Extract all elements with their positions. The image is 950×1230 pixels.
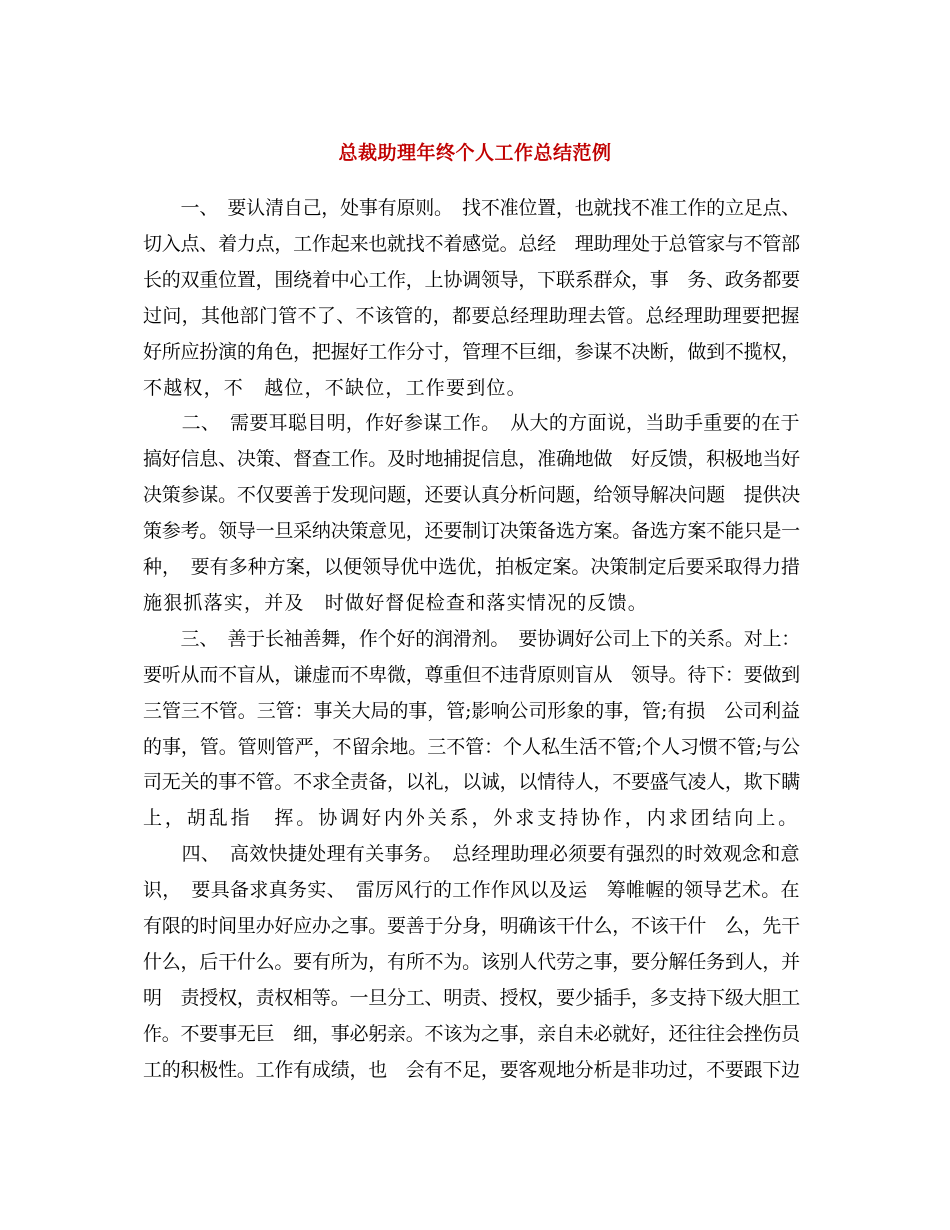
- body-line: 有限的时间里办好应办之事。要善于分身，明确该干什么，不该干什 么，先干: [143, 915, 800, 937]
- body-line: 作。不要事无巨 细，事必躬亲。不该为之事，亲自未必就好，还往往会挫伤员: [143, 1022, 800, 1045]
- body-line: 要听从而不盲从，谦虚而不卑微，尊重但不违背原则盲从 领导。待下：要做到: [143, 663, 800, 686]
- body-line: 二、 需要耳聪目明，作好参谋工作。 从大的方面说，当助手重要的在于: [143, 412, 800, 435]
- body-line: 长的双重位置，围绕着中心工作，上协调领导，下联系群众，事 务、政务都要: [143, 268, 800, 291]
- body-line: 过问，其他部门管不了、不该管的，都要总经理助理去管。总经理助理要把握: [143, 304, 800, 327]
- body-line: 策参考。领导一旦采纳决策意见，还要制订决策备选方案。备选方案不能只是一: [143, 520, 800, 543]
- body-line: 不越权，不 越位，不缺位，工作要到位。: [143, 376, 527, 399]
- body-line: 工的积极性。工作有成绩，也 会有不足，要客观地分析是非功过，不要跟下边: [143, 1058, 800, 1081]
- body-line: 好所应扮演的角色，把握好工作分寸，管理不巨细，参谋不决断，做到不揽权，: [143, 340, 800, 363]
- body-line: 三、 善于长袖善舞，作个好的润滑剂。 要协调好公司上下的关系。对上：: [143, 627, 801, 650]
- body-line: 施狠抓落实，并及 时做好督促检查和落实情况的反馈。: [143, 591, 649, 614]
- body-line: 上，胡乱指 挥。协调好内外关系，外求支持协作，内求团结向上。: [143, 807, 801, 830]
- body-line: 司无关的事不管。不求全责备，以礼，以诚，以情待人，不要盛气凌人，欺下瞒: [143, 771, 800, 794]
- body-line: 四、 高效快捷处理有关事务。 总经理助理必须要有强烈的时效观念和意: [143, 843, 800, 866]
- body-line: 三管三不管。三管：事关大局的事，管;影响公司形象的事，管;有损 公司利益: [143, 699, 801, 722]
- body-line: 什么，后干什么。要有所为，有所不为。该别人代劳之事，要分解任务到人，并: [143, 950, 800, 973]
- body-line: 切入点、着力点，工作起来也就找不着感觉。总经 理助理处于总管家与不管部: [143, 232, 800, 255]
- body-line: 的事，管。管则管严，不留余地。三不管：个人私生活不管;个人习惯不管;与公: [143, 735, 801, 758]
- body-line: 一、 要认清自己，处事有原则。 找不准位置，也就找不准工作的立足点、: [143, 197, 801, 219]
- body-line: 种， 要有多种方案，以便领导优中选优，拍板定案。决策制定后要采取得力措: [143, 556, 800, 578]
- body-line: 明 责授权，责权相等。一旦分工、明责、授权，要少插手，多支持下级大胆工: [143, 986, 800, 1009]
- body-line: 识， 要具备求真务实、 雷厉风行的工作作风以及运 筹帷幄的领导艺术。在: [143, 879, 800, 902]
- body-line: 搞好信息、决策、督查工作。及时地捕捉信息，准确地做 好反馈，积极地当好: [143, 448, 800, 471]
- body-line: 决策参谋。不仅要善于发现问题，还要认真分析问题，给领导解决问题 提供决: [143, 484, 800, 507]
- document-title: 总裁助理年终个人工作总结范例: [338, 142, 612, 164]
